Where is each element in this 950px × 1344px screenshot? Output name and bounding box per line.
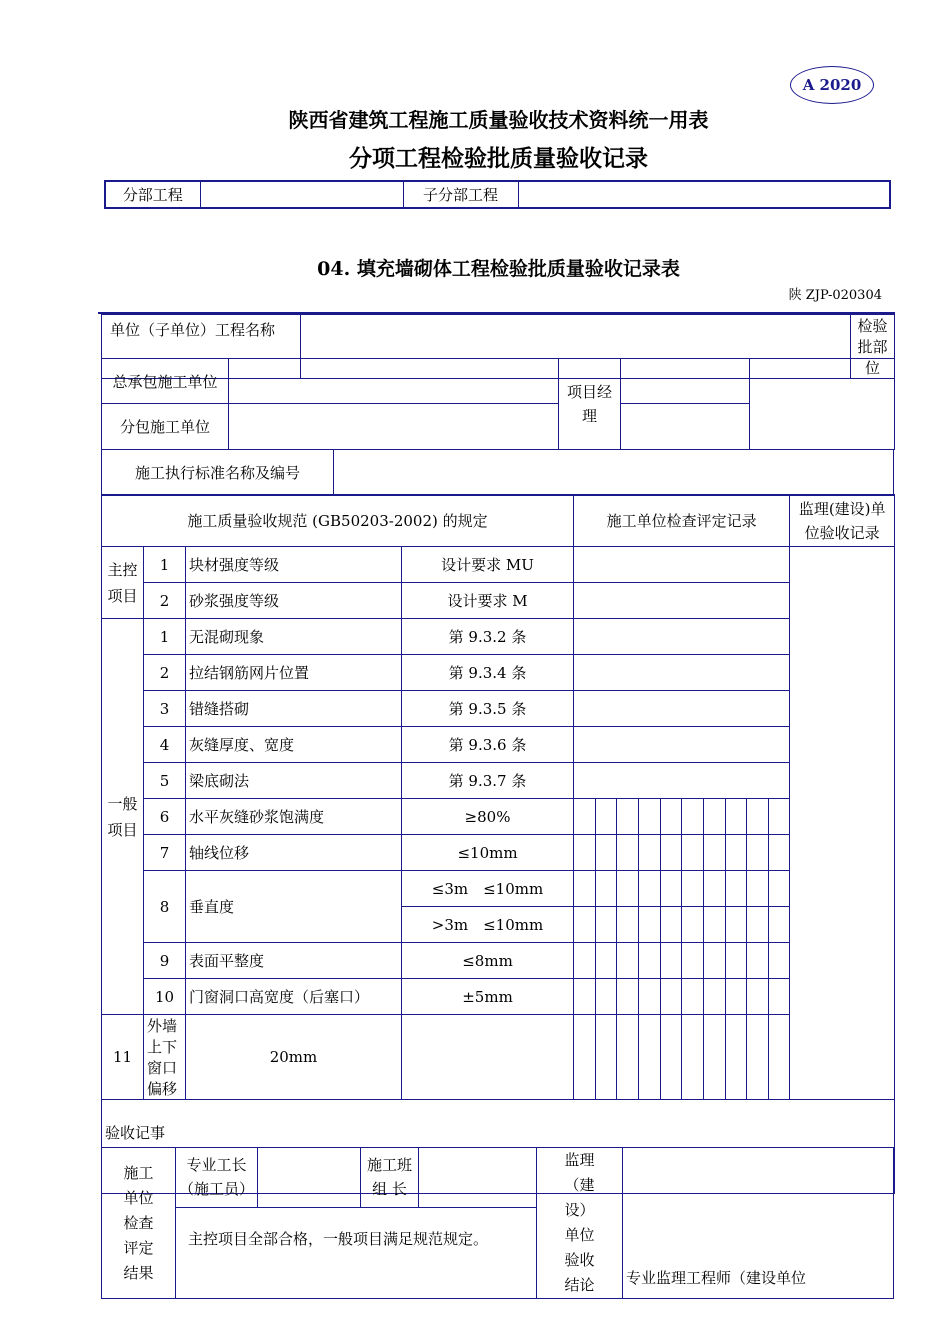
measure-cell[interactable] (726, 799, 747, 835)
measure-cell[interactable] (682, 799, 704, 835)
item-requirement: 第 9.3.6 条 (402, 727, 574, 763)
item-record[interactable] (574, 619, 790, 655)
item-record[interactable] (574, 763, 790, 799)
measure-cell[interactable] (682, 1015, 704, 1100)
measure-cell[interactable] (769, 835, 790, 871)
measure-cell[interactable] (747, 943, 769, 979)
supervisor-conclusion-label: 监理（建设）单位验收结论 (537, 1148, 623, 1299)
item-record[interactable] (574, 547, 790, 583)
project-manager-value-1[interactable] (621, 359, 750, 404)
measure-cell[interactable] (747, 871, 769, 907)
standard-table (101, 449, 894, 496)
item-record[interactable] (574, 727, 790, 763)
item-name: 垂直度 (186, 871, 402, 943)
measure-cell[interactable] (769, 979, 790, 1015)
measure-cell[interactable] (726, 871, 747, 907)
measure-cell[interactable] (661, 871, 682, 907)
item-name: 水平灰缝砂浆饱满度 (186, 799, 402, 835)
measure-cell[interactable] (682, 835, 704, 871)
measure-cell[interactable] (704, 1015, 726, 1100)
measure-cell[interactable] (661, 907, 682, 943)
foreman-signature[interactable] (258, 1148, 361, 1208)
contractor-conclusion-text[interactable]: 主控项目全部合格，一般项目满足规范规定。 (176, 1207, 537, 1298)
sub-division-label: 分部工程 (105, 181, 200, 208)
item-name: 砂浆强度等级 (186, 583, 402, 619)
sub-sub-division-label: 子分部工程 (403, 181, 518, 208)
contractor-result-label: 施工单位检查评定结果 (102, 1148, 176, 1299)
item-no: 7 (144, 835, 186, 871)
item-record[interactable] (574, 691, 790, 727)
standard-label: 施工执行标准名称及编号 (102, 450, 334, 496)
team-leader-label: 施工班组 长 (361, 1148, 419, 1208)
measure-cell[interactable] (617, 871, 639, 907)
measure-cell[interactable] (574, 835, 596, 871)
measure-cell[interactable] (574, 1015, 596, 1100)
item-no: 3 (144, 691, 186, 727)
measure-cell[interactable] (402, 1015, 574, 1100)
measure-cell[interactable] (726, 907, 747, 943)
item-name: 拉结钢筋网片位置 (186, 655, 402, 691)
measure-cell[interactable] (617, 979, 639, 1015)
spec-header: 施工质量验收规范 (GB50203-2002) 的规定 (102, 495, 574, 547)
item-requirement: 20mm (186, 1015, 402, 1100)
item-record[interactable] (574, 583, 790, 619)
supervisor-engineer-label: 专业监理工程师（建设单位 (623, 1148, 894, 1299)
measure-cell[interactable] (617, 1015, 639, 1100)
item-requirement: ±5mm (402, 979, 574, 1015)
measure-cell[interactable] (661, 979, 682, 1015)
measure-cell[interactable] (704, 907, 726, 943)
item-no: 2 (144, 655, 186, 691)
measure-cell[interactable] (769, 871, 790, 907)
measure-cell[interactable] (617, 799, 639, 835)
measure-cell[interactable] (574, 907, 596, 943)
item-name: 错缝搭砌 (186, 691, 402, 727)
measure-cell[interactable] (639, 1015, 661, 1100)
measure-cell[interactable] (726, 943, 747, 979)
measure-cell[interactable] (704, 979, 726, 1015)
measure-cell[interactable] (617, 943, 639, 979)
batch-location-label: 检验批部位 (851, 315, 895, 379)
measure-cell[interactable] (726, 835, 747, 871)
item-no: 11 (102, 1015, 144, 1100)
measure-cell[interactable] (596, 835, 617, 871)
item-name: 无混砌现象 (186, 619, 402, 655)
measure-cell[interactable] (661, 1015, 682, 1100)
sub-division-value[interactable] (200, 181, 403, 208)
measure-cell[interactable] (726, 1015, 747, 1100)
measure-cell[interactable] (682, 979, 704, 1015)
measure-cell[interactable] (617, 907, 639, 943)
form-code: 陕 ZJP-020304 (788, 288, 882, 303)
main-control-label: 主控项目 (102, 547, 144, 619)
measure-cell[interactable] (704, 871, 726, 907)
item-requirement: 设计要求 M (402, 583, 574, 619)
item-requirement: 设计要求 MU (402, 547, 574, 583)
form-badge: A 2020 (790, 66, 874, 104)
item-no: 1 (144, 547, 186, 583)
measure-cell[interactable] (704, 799, 726, 835)
measure-cell[interactable] (574, 799, 596, 835)
item-name: 灰缝厚度、宽度 (186, 727, 402, 763)
measure-cell[interactable] (639, 979, 661, 1015)
measure-cell[interactable] (574, 943, 596, 979)
item-no: 4 (144, 727, 186, 763)
measure-cell[interactable] (639, 943, 661, 979)
item-name: 表面平整度 (186, 943, 402, 979)
project-manager-value-2[interactable] (621, 404, 750, 450)
measure-cell[interactable] (617, 835, 639, 871)
measure-cell[interactable] (682, 871, 704, 907)
item-no: 5 (144, 763, 186, 799)
measure-cell[interactable] (596, 907, 617, 943)
supervisor-record-header: 监理(建设)单位验收记录 (790, 495, 895, 547)
measure-cell[interactable] (661, 943, 682, 979)
measure-cell[interactable] (747, 1015, 769, 1100)
table-title: 04. 填充墙砌体工程检验批质量验收记录表 (317, 258, 680, 280)
foreman-label: 专业工长（施工员） (176, 1148, 258, 1208)
supervisor-record-value[interactable] (790, 547, 895, 1100)
measure-cell[interactable] (726, 979, 747, 1015)
item-requirement: 第 9.3.4 条 (402, 655, 574, 691)
measure-cell[interactable] (769, 907, 790, 943)
item-name: 块材强度等级 (186, 547, 402, 583)
item-no: 10 (144, 979, 186, 1015)
measure-cell[interactable] (769, 943, 790, 979)
measure-cell[interactable] (661, 835, 682, 871)
item-requirement: 第 9.3.7 条 (402, 763, 574, 799)
measure-cell[interactable] (574, 979, 596, 1015)
item-name: 门窗洞口高宽度（后塞口） (186, 979, 402, 1015)
measure-cell[interactable] (704, 943, 726, 979)
item-name: 梁底砌法 (186, 763, 402, 799)
item-requirement: >3m ≤10mm (402, 907, 574, 943)
measure-cell[interactable] (639, 907, 661, 943)
measure-cell[interactable] (704, 835, 726, 871)
measure-cell[interactable] (639, 799, 661, 835)
measure-cell[interactable] (574, 871, 596, 907)
title-line2: 分项工程检验批质量验收记录 (349, 145, 648, 172)
measure-cell[interactable] (596, 1015, 617, 1100)
measure-cell[interactable] (747, 835, 769, 871)
item-no: 9 (144, 943, 186, 979)
sub-contractor-value[interactable] (229, 404, 559, 450)
standard-value[interactable] (334, 450, 894, 496)
measure-cell[interactable] (596, 799, 617, 835)
item-requirement: ≤3m ≤10mm (402, 871, 574, 907)
item-record[interactable] (574, 655, 790, 691)
title-line1: 陕西省建筑工程施工质量验收技术资料统一用表 (288, 108, 709, 132)
item-requirement: ≤10mm (402, 835, 574, 871)
measure-cell[interactable] (747, 799, 769, 835)
measure-cell[interactable] (596, 979, 617, 1015)
batch-location-value[interactable] (750, 359, 895, 450)
item-name: 外墙上下窗口偏移 (144, 1015, 186, 1100)
measure-cell[interactable] (596, 871, 617, 907)
sub-contractor-label: 分包施工单位 (102, 404, 229, 450)
contractor-record-header: 施工单位检查评定记录 (574, 495, 790, 547)
item-requirement: 第 9.3.5 条 (402, 691, 574, 727)
team-leader-signature[interactable] (419, 1148, 537, 1208)
measure-cell[interactable] (769, 799, 790, 835)
measure-cell[interactable] (747, 979, 769, 1015)
measure-cell[interactable] (661, 799, 682, 835)
sub-sub-division-value[interactable] (518, 181, 890, 208)
acceptance-notes[interactable]: 验收记事 (102, 1100, 895, 1194)
general-contractor-value[interactable] (229, 359, 559, 404)
division-header-table (104, 180, 891, 209)
measure-cell[interactable] (682, 943, 704, 979)
measure-cell[interactable] (639, 835, 661, 871)
measure-cell[interactable] (596, 943, 617, 979)
general-contractor-label: 总承包施工单位 (102, 359, 229, 404)
item-name: 轴线位移 (186, 835, 402, 871)
measure-cell[interactable] (682, 907, 704, 943)
project-manager-label: 项目经理 (559, 359, 621, 450)
footer-table (101, 1147, 894, 1299)
measure-cell[interactable] (639, 871, 661, 907)
item-no: 1 (144, 619, 186, 655)
item-requirement: ≥80% (402, 799, 574, 835)
general-items-label: 一般项目 (102, 619, 144, 1015)
unit-name-label: 单位（子单位）工程名称 (102, 315, 301, 379)
measure-cell[interactable] (747, 907, 769, 943)
item-requirement: 第 9.3.2 条 (402, 619, 574, 655)
item-no: 8 (144, 871, 186, 943)
item-no: 2 (144, 583, 186, 619)
item-requirement: ≤8mm (402, 943, 574, 979)
inspection-table (101, 494, 895, 1194)
contractor-table (101, 358, 895, 450)
item-no: 6 (144, 799, 186, 835)
